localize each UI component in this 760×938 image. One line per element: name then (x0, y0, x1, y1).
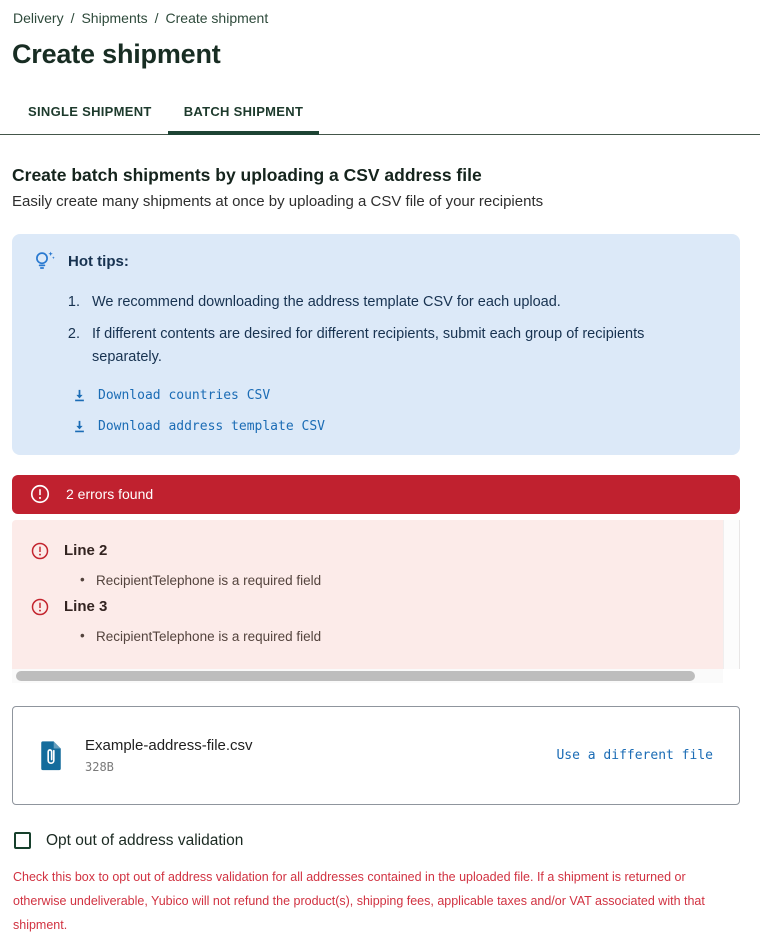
file-name: Example-address-file.csv (85, 736, 253, 754)
download-icon (72, 419, 87, 434)
error-group-label: Line 2 (64, 542, 108, 560)
breadcrumb-delivery[interactable]: Delivery (13, 10, 64, 26)
opt-out-label: Opt out of address validation (46, 831, 244, 849)
hot-tip-item: 2. If different contents are desired for different recipients, submit each group of recipients separately. (84, 323, 704, 369)
error-group-title (30, 541, 703, 561)
tab-bar (0, 94, 760, 135)
error-details-content (12, 520, 723, 669)
section-heading: Create batch shipments by uploading a CSV address file (12, 165, 482, 185)
breadcrumb (0, 0, 760, 26)
validation-disclaimer: Check this box to opt out of address validation for all addresses contained in the uploaded file. If a shipment is returned or otherwise undeliverable, Yubico will not refund the product(s), shipping fees, applicable taxes and/or VAT associated with that shipment. (13, 869, 705, 933)
section-subheading: Easily create many shipments at once by uploading a CSV file of your recipients (12, 193, 544, 210)
hot-tips-header (32, 249, 718, 273)
error-outline-icon (30, 541, 50, 561)
error-banner-text: 2 errors found (66, 486, 154, 503)
hot-tips-title: Hot tips: (68, 252, 129, 270)
download-icon (72, 388, 87, 403)
breadcrumb-shipments[interactable]: Shipments (81, 10, 148, 26)
download-countries-csv-label: Download countries CSV (98, 387, 271, 403)
download-address-template-csv-link[interactable] (72, 419, 718, 434)
file-attachment-icon (38, 740, 64, 771)
opt-out-row (14, 832, 740, 850)
error-banner (12, 475, 740, 514)
hot-tip-item: 1. We recommend downloading the address template CSV for each upload. (84, 291, 704, 314)
error-item: • RecipientTelephone is a required field (80, 573, 703, 588)
error-item: • RecipientTelephone is a required field (80, 629, 703, 644)
lightbulb-sparkle-icon (32, 249, 56, 273)
error-list (80, 573, 703, 588)
file-info (85, 737, 253, 774)
hot-tips-panel (12, 234, 740, 455)
error-group-title (30, 597, 703, 617)
file-size: 328B (85, 759, 114, 774)
uploaded-file-card (12, 706, 740, 805)
error-list (80, 629, 703, 644)
error-outline-icon (30, 597, 50, 617)
breadcrumb-separator: / (154, 10, 159, 26)
download-countries-csv-link[interactable] (72, 388, 718, 403)
use-different-file-link[interactable]: Use a different file (556, 747, 713, 763)
vertical-scrollbar[interactable] (723, 520, 740, 669)
horizontal-scrollbar-thumb[interactable] (16, 671, 695, 681)
hot-tips-list (32, 291, 718, 370)
breadcrumb-create-shipment: Create shipment (165, 10, 269, 26)
tab-batch-shipment[interactable]: BATCH SHIPMENT (168, 94, 320, 135)
page-title: Create shipment (12, 39, 221, 69)
horizontal-scrollbar[interactable] (12, 669, 723, 683)
tab-single-shipment[interactable]: SINGLE SHIPMENT (28, 104, 152, 119)
error-details-panel (12, 520, 740, 683)
hot-tips-links (72, 388, 718, 434)
error-group-label: Line 3 (64, 598, 108, 616)
opt-out-checkbox[interactable] (14, 832, 31, 849)
download-address-template-csv-label: Download address template CSV (98, 418, 325, 434)
breadcrumb-separator: / (70, 10, 75, 26)
error-outline-icon (29, 483, 51, 505)
